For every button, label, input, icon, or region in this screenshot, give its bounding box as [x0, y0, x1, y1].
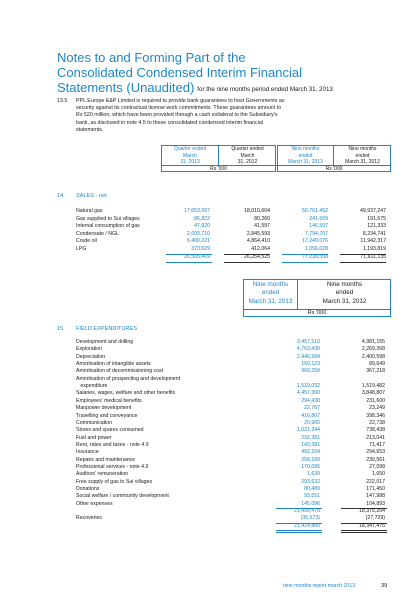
cell-value: 147,988 — [366, 493, 385, 500]
header-text: Quarter ended — [173, 146, 207, 152]
header-text: 31, 2012 — [237, 159, 258, 166]
cell-value: 738,438 — [366, 427, 385, 434]
cell-value: 213,041 — [366, 434, 385, 441]
row-label: Amortisation of decommissioning cost — [76, 368, 164, 375]
table-row — [0, 376, 403, 383]
row-label: Social welfare / community development — [76, 493, 169, 500]
table-row — [0, 427, 403, 434]
cell-value: 1,650 — [372, 471, 385, 478]
header-text: ended — [298, 152, 313, 159]
note-line: PPL Europe E&P Limited is required to provide bank guarantees to host Governments as — [76, 98, 285, 104]
row-label: Condensate / NGL — [76, 230, 119, 237]
cell-value: 4,457,360 — [296, 390, 320, 397]
row-label: Exploration — [76, 346, 102, 353]
cell-value: 80,489 — [304, 486, 320, 492]
row-label: Depreciation — [76, 353, 106, 360]
header-text: March 31, 2013 — [288, 159, 323, 166]
table-row — [0, 361, 403, 368]
unit-label-nine: Rs '000 — [325, 166, 343, 172]
section-15-number: 15. — [57, 326, 65, 332]
table-row — [0, 231, 403, 239]
table-row — [0, 223, 403, 231]
cell-value: 21,414,805 — [294, 522, 320, 529]
double-rule — [340, 262, 386, 263]
footer-text: nine months report march 2013 — [283, 583, 356, 589]
table-row — [0, 501, 403, 508]
header2-col-1 — [244, 281, 297, 306]
header-text: ended — [355, 152, 370, 159]
row-label: expenditure — [76, 383, 108, 390]
cell-value: 121,333 — [367, 223, 386, 230]
cell-value: 230,561 — [366, 456, 385, 463]
cell-value: 1,056,028 — [304, 246, 328, 252]
cell-value: 23,249 — [369, 405, 385, 412]
cell-value: 4,864,410 — [246, 238, 270, 245]
row-label: Amortisation of prospecting and development — [76, 375, 181, 382]
row-label: Professional services - note 4.9 — [76, 463, 149, 470]
header-text: ended — [261, 289, 280, 297]
table-row — [0, 383, 403, 390]
table-row — [0, 413, 403, 420]
cell-value: 373,629 — [191, 246, 210, 252]
cell-value: 2,845,593 — [246, 230, 270, 237]
cell-value: 4,981,155 — [361, 339, 385, 345]
row-label: Employees' medical benefits — [76, 397, 142, 404]
double-rule — [276, 532, 322, 533]
table-row — [0, 216, 403, 224]
cell-value: 18,375,204 — [359, 508, 385, 515]
table-row — [0, 442, 403, 449]
table-row — [0, 238, 403, 246]
table-row — [0, 346, 403, 353]
note-line: Rs 520 million, which have been provided through a cash collateral to the Subsidiary's — [76, 112, 278, 119]
cell-value: 258,109 — [301, 456, 320, 463]
row-label: Rent, rates and taxes - note 4.9 — [76, 441, 149, 448]
cell-value: 6,400,221 — [186, 238, 210, 245]
total-row — [0, 523, 403, 530]
row-label: Gas supplied to Sui villages — [76, 215, 140, 222]
table-row — [0, 493, 403, 500]
table-row — [0, 464, 403, 471]
header-text: Quarter ended — [231, 146, 264, 152]
total-value: 26,254,525 — [244, 253, 270, 260]
title-line-3 — [57, 80, 333, 97]
table-row — [0, 420, 403, 427]
table-row — [0, 486, 403, 493]
cell-value: 3,848,807 — [361, 390, 385, 397]
cell-value: 2,603,710 — [186, 230, 210, 237]
header-text: March 31, 2013 — [248, 297, 293, 305]
row-label: Stores and spares consumed — [76, 427, 144, 434]
cell-value: 89,649 — [369, 361, 385, 368]
double-rule — [282, 262, 328, 263]
cell-value: 2,400,598 — [361, 353, 385, 360]
header-col-1 — [162, 146, 218, 166]
table-row — [0, 339, 403, 346]
sales-table — [0, 208, 403, 268]
cell-value: 222,017 — [366, 478, 385, 485]
cell-value: 27,098 — [369, 463, 385, 470]
header-text: March 31, 2012 — [322, 297, 367, 305]
note-13-5-text — [76, 98, 284, 134]
row-label: Recoveries — [76, 515, 102, 522]
row-label: Salaries, wages, welfare and other benefits — [76, 390, 176, 397]
total-row — [0, 254, 403, 262]
row-label: Fuel and power — [76, 434, 112, 441]
header-text: 31, 2013 — [180, 159, 200, 166]
header-col-3 — [278, 146, 333, 166]
row-label: Donations — [76, 486, 100, 492]
cell-value: 969,250 — [301, 368, 320, 375]
cell-value: 7,794,707 — [304, 230, 328, 237]
cell-value: 11,942,317 — [360, 238, 386, 245]
cell-value: 146,597 — [309, 223, 328, 230]
cell-value: 4,753,430 — [296, 346, 320, 353]
title-line-2: Consolidated Condensed Interim Financial — [57, 65, 302, 80]
double-rule — [224, 262, 270, 263]
row-label: Internal consumption of gas — [76, 223, 140, 230]
row-label: Auditors' remuneration — [76, 471, 129, 478]
cell-value: 398,346 — [366, 412, 385, 419]
total-value: 77,238,558 — [302, 253, 328, 260]
row-label: Crude oil — [76, 238, 97, 245]
header2-col-2 — [298, 281, 391, 306]
table-row — [0, 405, 403, 412]
cell-value: 367,218 — [366, 368, 385, 375]
cell-value: 191,675 — [367, 215, 386, 222]
cell-value: 104,893 — [366, 500, 385, 507]
header-text: March — [240, 152, 255, 159]
cell-value: 93,551 — [304, 493, 320, 500]
cell-value: 293,632 — [301, 478, 320, 485]
field-table — [0, 339, 403, 579]
cell-value: 1,193,819 — [362, 246, 386, 252]
cell-value: 1,519,482 — [361, 383, 385, 390]
cell-value: 50,761,452 — [302, 208, 328, 214]
header-text: Nine months — [291, 146, 320, 152]
cell-value: 17,249,076 — [302, 238, 328, 245]
header-col-2 — [219, 146, 276, 166]
row-label: Travelling and conveyance — [76, 412, 138, 419]
header-text: March — [183, 152, 197, 159]
cell-value: 1,021,344 — [296, 427, 320, 434]
title-line-1: Notes to and Forming Part of the — [57, 50, 246, 65]
recoveries-row — [0, 515, 403, 522]
cell-value: 143,381 — [301, 441, 320, 448]
cell-value: 21,450,478 — [294, 508, 320, 515]
subtotal-row — [0, 508, 403, 515]
cell-value: 71,417 — [369, 441, 385, 448]
table-row — [0, 457, 403, 464]
row-label: Amortisation of intangible assets — [76, 361, 151, 368]
cell-value: 86,822 — [194, 215, 210, 222]
row-label: Manpower development — [76, 405, 132, 412]
cell-value: 1,519,032 — [296, 383, 320, 390]
double-rule — [341, 532, 387, 533]
row-label: Development and drilling — [76, 339, 134, 345]
page-number: 39 — [381, 583, 388, 589]
title-period: for the nine months period ended March 31, 2013 — [197, 86, 333, 93]
cell-value: 492,204 — [301, 449, 320, 456]
table-row — [0, 471, 403, 478]
note-line: statements. — [76, 126, 104, 133]
header-col-4 — [334, 146, 391, 166]
table-row — [0, 479, 403, 486]
page-title — [57, 50, 333, 97]
table-row — [0, 398, 403, 405]
cell-value: (35,673) — [300, 515, 320, 522]
cell-value: 49,937,247 — [360, 208, 386, 214]
cell-value: 18,010,604 — [244, 208, 270, 214]
double-rule — [166, 262, 212, 263]
cell-value: 22,767 — [304, 405, 320, 412]
table-row — [0, 368, 403, 375]
cell-value: 150,123 — [301, 361, 320, 368]
cell-value: 18,347,475 — [359, 522, 385, 529]
header-text: Nine months — [348, 146, 377, 152]
unit-label-quarter: Rs '000 — [210, 166, 227, 172]
note-13-5-number: 13.5 — [57, 98, 68, 104]
cell-value: 17,053,067 — [184, 208, 210, 214]
unit-label-field: Rs '000 — [307, 310, 327, 316]
table-row — [0, 435, 403, 442]
cell-value: 2,269,268 — [361, 346, 385, 353]
header-text: ended — [335, 289, 354, 297]
table-row — [0, 390, 403, 397]
cell-value: 47,920 — [194, 223, 210, 230]
row-label: Communication — [76, 419, 113, 426]
section-15-heading: FIELD EXPENDITURES — [76, 326, 137, 332]
cell-value: 170,086 — [301, 463, 320, 470]
row-label: Free supply of gas to Sui villages — [76, 478, 153, 485]
cell-value: 3,457,510 — [296, 339, 320, 345]
cell-value: 41,597 — [254, 223, 270, 230]
section-14-number: 14. — [57, 193, 65, 199]
cell-value: 294,653 — [366, 449, 385, 456]
table-row — [0, 354, 403, 361]
cell-value: 231,600 — [366, 397, 385, 404]
cell-value: 294,438 — [301, 397, 320, 404]
header-text: Nine months — [252, 281, 289, 288]
cell-value: 412,064 — [251, 246, 270, 252]
row-label: Other expenses — [76, 500, 113, 507]
cell-value: 8,234,741 — [362, 230, 386, 237]
cell-value: 241,609 — [309, 215, 328, 222]
total-value: 26,565,469 — [184, 253, 210, 260]
cell-value: 171,450 — [366, 486, 385, 492]
cell-value: 20,905 — [304, 419, 320, 426]
row-label: Repairs and maintenance — [76, 456, 136, 463]
header-text: March 31, 2012 — [345, 159, 380, 166]
total-value: 71,611,135 — [360, 253, 386, 260]
cell-value: 145,096 — [301, 500, 320, 507]
cell-value: (27,729) — [365, 515, 385, 522]
row-label: Insurance — [76, 449, 99, 456]
note-line: security against its contractual license work commitments. These guarantees amount to — [76, 105, 282, 112]
table-row — [0, 449, 403, 456]
cell-value: 232,381 — [301, 434, 320, 441]
note-line: bank, as disclosed in note 4.5 to these consolidated condensed interim financial — [76, 119, 263, 126]
row-label: LPG — [76, 246, 87, 252]
header-text: Nine months — [326, 281, 363, 288]
section-14-heading: SALES - net — [76, 193, 107, 199]
cell-value: 22,738 — [369, 419, 385, 426]
table-row — [0, 208, 403, 216]
row-label: Natural gas — [76, 208, 103, 214]
cell-value: 80,260 — [254, 215, 270, 222]
cell-value: 416,807 — [301, 412, 320, 419]
table-row — [0, 246, 403, 254]
title-line-3-text: Statements (Unaudited) — [57, 80, 195, 95]
cell-value: 1,639 — [307, 471, 320, 478]
cell-value: 2,446,584 — [296, 353, 320, 360]
